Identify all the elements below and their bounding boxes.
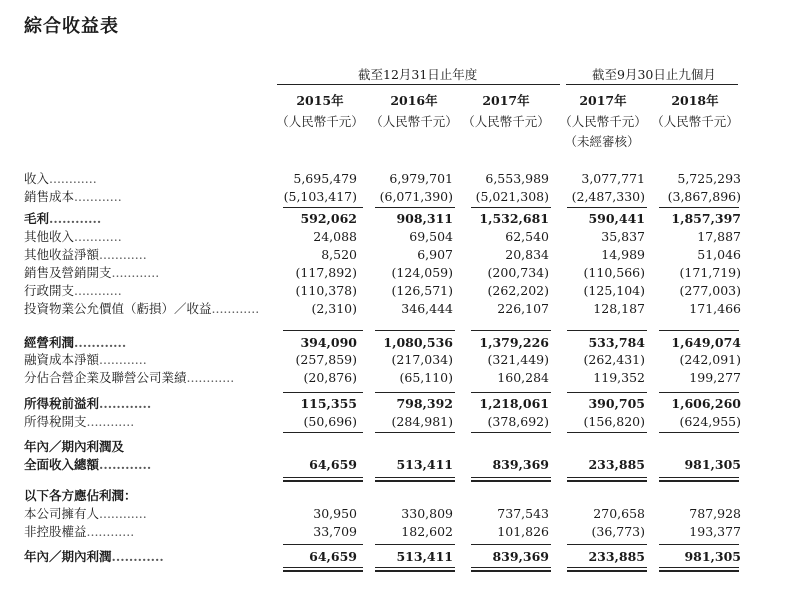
table-row [24, 246, 804, 263]
double-rule [659, 570, 739, 572]
cell-value: 101,826 [497, 524, 549, 539]
single-rule [283, 432, 363, 433]
single-rule [375, 330, 455, 331]
cell-value: 14,989 [601, 247, 645, 262]
single-rule [375, 392, 455, 393]
cell-value: 6,979,701 [389, 171, 453, 186]
single-rule [659, 432, 739, 433]
header-group-nine: 截至9月30日止九個月 [592, 67, 716, 82]
cell-value: 533,784 [588, 335, 645, 350]
double-rule [283, 570, 363, 572]
table-row [24, 548, 804, 565]
cell-value: (624,955) [679, 414, 741, 429]
cell-value: 270,658 [593, 506, 645, 521]
cell-value: 64,659 [309, 549, 357, 564]
row-label: 銷售及營銷開支............ [24, 265, 160, 280]
single-rule [567, 544, 647, 545]
single-rule [283, 544, 363, 545]
year-header: 2018年 [671, 93, 719, 108]
single-rule [567, 392, 647, 393]
double-rule [659, 477, 739, 478]
row-label: 收入............ [24, 171, 97, 186]
leader-dots: ............ [74, 335, 127, 350]
row-label: 非控股權益............ [24, 524, 135, 539]
cell-value: (378,692) [487, 414, 549, 429]
year-header: 2015年 [296, 93, 344, 108]
double-rule [659, 480, 739, 482]
cell-value: 330,809 [401, 506, 453, 521]
cell-value: 513,411 [396, 457, 453, 472]
cell-value: 513,411 [396, 549, 453, 564]
cell-value: 1,606,260 [671, 396, 741, 411]
page-title: 綜合收益表 [24, 16, 119, 37]
cell-value: 233,885 [588, 549, 645, 564]
table-row [24, 300, 804, 317]
double-rule [567, 570, 647, 572]
cell-value: 981,305 [684, 549, 741, 564]
header-rule-nine [566, 84, 738, 85]
double-rule [283, 567, 363, 568]
cell-value: (2,487,330) [571, 189, 645, 204]
single-rule [659, 392, 739, 393]
cell-value: (65,110) [399, 370, 453, 385]
single-rule [375, 207, 455, 208]
table-row [24, 351, 804, 368]
table-row [24, 334, 804, 351]
leader-dots: ............ [99, 352, 147, 367]
double-rule [471, 480, 551, 482]
unit-header: （人民幣千元） [462, 114, 550, 129]
double-rule [375, 477, 455, 478]
row-label: 融資成本淨額............ [24, 352, 147, 367]
leader-dots: ............ [211, 301, 260, 316]
cell-value: 35,837 [601, 229, 645, 244]
cell-value: (277,003) [679, 283, 741, 298]
cell-value: 193,377 [689, 524, 741, 539]
table-row [24, 282, 804, 299]
single-rule [471, 330, 551, 331]
cell-value: 908,311 [396, 211, 453, 226]
cell-value: 69,504 [409, 229, 453, 244]
cell-value: (126,571) [391, 283, 453, 298]
table-row [24, 413, 804, 430]
leader-dots: ............ [74, 283, 122, 298]
single-rule [659, 330, 739, 331]
double-rule [659, 567, 739, 568]
row-label: 所得稅前溢利............ [24, 396, 152, 411]
cell-value: 20,834 [505, 247, 549, 262]
cell-value: 51,046 [697, 247, 741, 262]
cell-value: (200,734) [487, 265, 549, 280]
row-label: 行政開支............ [24, 283, 122, 298]
cell-value: (321,449) [487, 352, 549, 367]
single-rule [659, 544, 739, 545]
cell-value: (3,867,896) [667, 189, 741, 204]
single-rule [567, 330, 647, 331]
row-label: 其他收入............ [24, 229, 122, 244]
cell-value: 6,907 [417, 247, 453, 262]
leader-dots: ............ [99, 396, 152, 411]
cell-value: 1,649,074 [671, 335, 741, 350]
unit-header: （人民幣千元） [559, 114, 647, 129]
leader-dots: ............ [99, 457, 152, 472]
double-rule [375, 570, 455, 572]
table-row [24, 395, 804, 412]
row-label: 所得稅開支............ [24, 414, 135, 429]
cell-value: 128,187 [593, 301, 645, 316]
cell-value: 64,659 [309, 457, 357, 472]
leader-dots: ............ [186, 370, 235, 385]
cell-value: (257,859) [295, 352, 357, 367]
leader-dots: ............ [86, 524, 135, 539]
table-row [24, 487, 804, 504]
table-row [24, 228, 804, 245]
cell-value: 1,218,061 [479, 396, 549, 411]
cell-value: 24,088 [313, 229, 357, 244]
table-row [24, 456, 804, 473]
cell-value: (50,696) [303, 414, 357, 429]
double-rule [471, 477, 551, 478]
cell-value: 1,080,536 [383, 335, 453, 350]
cell-value: 981,305 [684, 457, 741, 472]
single-rule [471, 392, 551, 393]
single-rule [283, 330, 363, 331]
row-label: 年內／期內利潤............ [24, 549, 164, 564]
row-label: 以下各方應佔利潤： [24, 488, 137, 503]
single-rule [471, 207, 551, 208]
cell-value: 115,355 [300, 396, 357, 411]
cell-value: (110,566) [583, 265, 645, 280]
cell-value: (5,103,417) [283, 189, 357, 204]
cell-value: 17,887 [697, 229, 741, 244]
double-rule [471, 567, 551, 568]
single-rule [375, 544, 455, 545]
double-rule [375, 480, 455, 482]
header-rule-year [277, 84, 560, 85]
leader-dots: ............ [111, 549, 164, 564]
cell-value: 160,284 [497, 370, 549, 385]
cell-value: (110,378) [295, 283, 357, 298]
cell-value: 182,602 [401, 524, 453, 539]
unaudited-label: （未經審核） [564, 134, 640, 149]
table-row [24, 188, 804, 205]
cell-value: (124,059) [391, 265, 453, 280]
cell-value: (5,021,308) [475, 189, 549, 204]
cell-value: 787,928 [689, 506, 741, 521]
double-rule [567, 567, 647, 568]
row-label: 全面收入總額............ [24, 457, 152, 472]
cell-value: 6,553,989 [485, 171, 549, 186]
leader-dots: ............ [99, 247, 147, 262]
cell-value: (262,202) [487, 283, 549, 298]
cell-value: (36,773) [591, 524, 645, 539]
single-rule [567, 207, 647, 208]
leader-dots: ............ [111, 265, 160, 280]
cell-value: 199,277 [689, 370, 741, 385]
single-rule [567, 432, 647, 433]
cell-value: 119,352 [593, 370, 645, 385]
cell-value: 8,520 [321, 247, 357, 262]
leader-dots: ............ [86, 414, 135, 429]
cell-value: 839,369 [492, 457, 549, 472]
row-label: 毛利............ [24, 211, 102, 226]
unit-header: （人民幣千元） [651, 114, 739, 129]
row-label: 分佔合營企業及聯營公司業績............ [24, 370, 235, 385]
cell-value: 839,369 [492, 549, 549, 564]
year-header: 2017年 [482, 93, 530, 108]
cell-value: 592,062 [300, 211, 357, 226]
year-header: 2016年 [390, 93, 438, 108]
cell-value: (125,104) [583, 283, 645, 298]
cell-value: (217,034) [391, 352, 453, 367]
table-row [24, 523, 804, 540]
cell-value: 1,532,681 [479, 211, 549, 226]
row-label: 其他收益淨額............ [24, 247, 147, 262]
header-group-year: 截至12月31日止年度 [358, 67, 478, 82]
year-header: 2017年 [579, 93, 627, 108]
double-rule [283, 480, 363, 482]
table-row [24, 505, 804, 522]
table-row [24, 210, 804, 227]
cell-value: 1,379,226 [479, 335, 549, 350]
double-rule [375, 567, 455, 568]
cell-value: 171,466 [689, 301, 741, 316]
double-rule [567, 477, 647, 478]
cell-value: 30,950 [313, 506, 357, 521]
table-row [24, 369, 804, 386]
row-label: 銷售成本............ [24, 189, 122, 204]
leader-dots: ............ [74, 189, 122, 204]
cell-value: (171,719) [679, 265, 741, 280]
cell-value: 5,695,479 [293, 171, 357, 186]
table-row [24, 264, 804, 281]
cell-value: 33,709 [313, 524, 357, 539]
unit-header: （人民幣千元） [276, 114, 364, 129]
single-rule [471, 544, 551, 545]
cell-value: 590,441 [588, 211, 645, 226]
cell-value: (284,981) [391, 414, 453, 429]
single-rule [375, 432, 455, 433]
cell-value: 233,885 [588, 457, 645, 472]
leader-dots: ............ [74, 229, 122, 244]
cell-value: 390,705 [588, 396, 645, 411]
double-rule [567, 480, 647, 482]
cell-value: (262,431) [583, 352, 645, 367]
single-rule [659, 207, 739, 208]
cell-value: (20,876) [303, 370, 357, 385]
cell-value: (117,892) [295, 265, 357, 280]
cell-value: (156,820) [583, 414, 645, 429]
single-rule [283, 392, 363, 393]
cell-value: (6,071,390) [379, 189, 453, 204]
cell-value: 226,107 [497, 301, 549, 316]
cell-value: 798,392 [396, 396, 453, 411]
cell-value: 1,857,397 [671, 211, 741, 226]
row-label: 經營利潤............ [24, 335, 127, 350]
single-rule [471, 432, 551, 433]
double-rule [283, 477, 363, 478]
table-row [24, 438, 804, 455]
cell-value: 62,540 [505, 229, 549, 244]
table-row [24, 170, 804, 187]
leader-dots: ............ [49, 211, 102, 226]
cell-value: 394,090 [300, 335, 357, 350]
cell-value: 5,725,293 [677, 171, 741, 186]
leader-dots: ............ [49, 171, 97, 186]
row-label: 投資物業公允價值（虧損）／收益............ [24, 301, 260, 316]
cell-value: (242,091) [679, 352, 741, 367]
row-label: 年內／期內利潤及 [24, 439, 125, 454]
unit-header: （人民幣千元） [370, 114, 458, 129]
cell-value: 737,543 [497, 506, 549, 521]
cell-value: 3,077,771 [581, 171, 645, 186]
cell-value: (2,310) [311, 301, 357, 316]
double-rule [471, 570, 551, 572]
single-rule [283, 207, 363, 208]
row-label: 本公司擁有人............ [24, 506, 147, 521]
cell-value: 346,444 [401, 301, 453, 316]
leader-dots: ............ [99, 506, 147, 521]
